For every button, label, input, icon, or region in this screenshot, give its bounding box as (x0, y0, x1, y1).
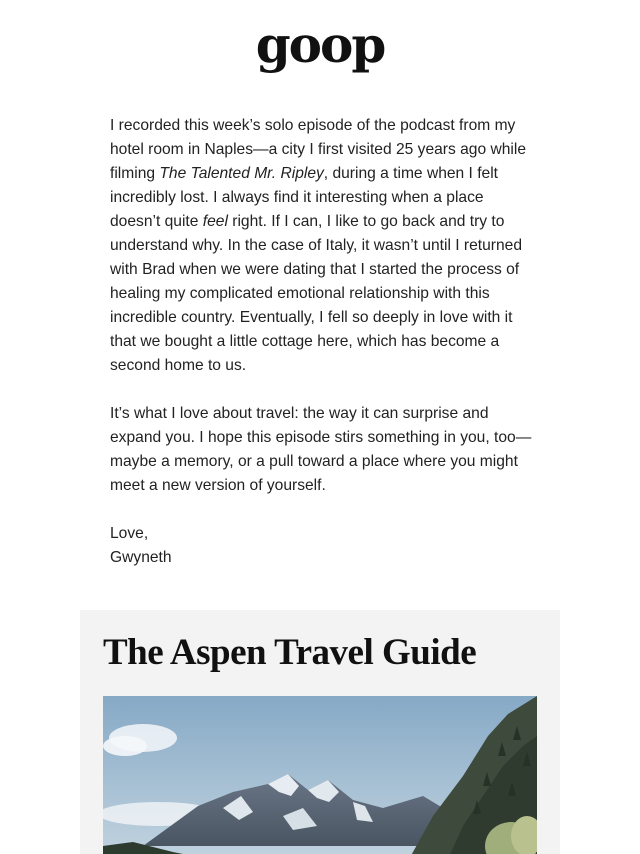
aspen-guide-card[interactable] (80, 610, 560, 854)
goop-logo[interactable]: goop (255, 15, 385, 74)
mountain-landscape-image (103, 696, 537, 854)
emphasis-word: feel (202, 213, 228, 230)
film-title: The Talented Mr. Ripley (159, 165, 324, 182)
paragraph-1-text-b: , during a time when I felt incredibly lost. I always find it interesting when a place doesn’t quite (110, 165, 499, 230)
paragraph-1-text-c: right. If I can, I like to go back and try to understand why. In the case of Italy, it wasn’t until I returned with Brad when we were dating that I started the process of healing my complicated emotional relationship with this incredible country. Eventually, I fell so deeply in love with it that we bought a little cottage here, which has become a second home to us. (110, 213, 523, 374)
letter-signoff: Love, (110, 525, 149, 542)
letter-paragraph-1 (110, 114, 534, 378)
paragraph-1-text-a: I recorded this week’s solo episode of the podcast from my hotel room in Naples—a city I first visited 25 years ago while filming (110, 117, 527, 182)
aspen-mountain-image[interactable] (103, 696, 537, 854)
letter-signature: Gwyneth (110, 549, 172, 566)
letter-paragraph-2: It’s what I love about travel: the way it can surprise and expand you. I hope this episode stirs something in you, too—maybe a memory, or a pull toward a place where you might meet a new version of yourself. (110, 405, 532, 494)
letter-body (110, 114, 534, 570)
card-title[interactable]: The Aspen Travel Guide (103, 632, 477, 673)
